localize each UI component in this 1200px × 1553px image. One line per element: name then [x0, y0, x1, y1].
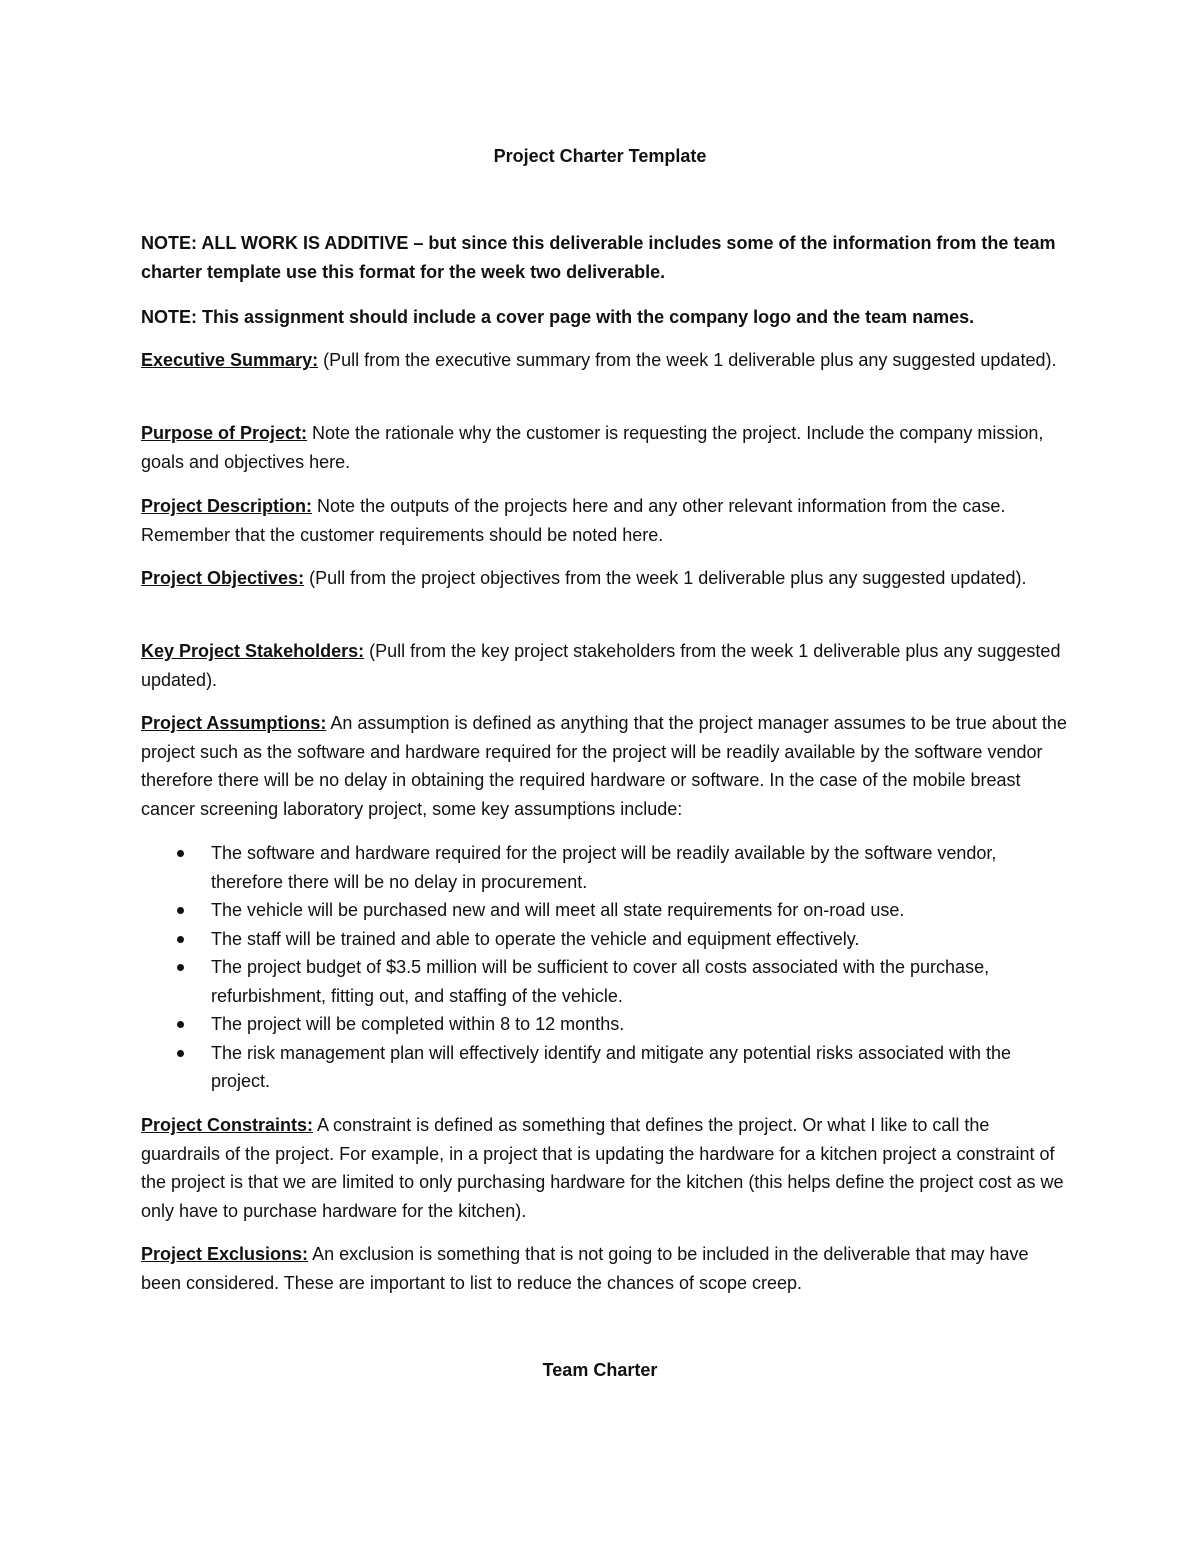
bullet-icon	[177, 850, 184, 857]
section-assumptions	[141, 709, 1071, 823]
section-purpose	[141, 419, 1071, 476]
list-item: The project will be completed within 8 to 12 months.	[141, 1010, 1071, 1039]
section-exclusions	[141, 1240, 1071, 1297]
section-body: An exclusion is something that is not going to be included in the deliverable that may have been considered. These are important to list to reduce the chances of scope creep.	[141, 1244, 1029, 1293]
list-item: The software and hardware required for the project will be readily available by the software vendor, therefore there will be no delay in procurement.	[141, 839, 1071, 896]
section-heading: Executive Summary:	[141, 350, 319, 370]
assumptions-list	[141, 839, 1071, 1096]
section-body: (Pull from the executive summary from the week 1 deliverable plus any suggested updated).	[318, 350, 1057, 370]
section-constraints	[141, 1111, 1071, 1225]
section-heading: Project Assumptions:	[141, 713, 327, 733]
section-body: (Pull from the project objectives from the week 1 deliverable plus any suggested updated).	[304, 568, 1027, 588]
section-body: A constraint is defined as something that defines the project. Or what I like to call the guardrails of the project. For example, in a project that is updating the hardware for a kitchen project a constraint of the project is that we are limited to only purchasing hardware for the kitchen (this helps define the project cost as we only have to purchase hardware for the kitchen).	[141, 1115, 1064, 1221]
section-heading: Project Description:	[141, 496, 313, 516]
section-heading: Project Exclusions:	[141, 1244, 309, 1264]
section-heading: Project Objectives:	[141, 568, 305, 588]
list-item: The project budget of $3.5 million will be sufficient to cover all costs associated with the purchase, refurbishment, fitting out, and staffing of the vehicle.	[141, 953, 1071, 1010]
bullet-icon	[177, 907, 184, 914]
list-item: The staff will be trained and able to operate the vehicle and equipment effectively.	[141, 925, 1071, 954]
bullet-icon	[177, 964, 184, 971]
section-description	[141, 492, 1071, 549]
bullet-icon	[177, 1021, 184, 1028]
section-heading: Purpose of Project:	[141, 423, 308, 443]
section-heading: Project Constraints:	[141, 1115, 314, 1135]
section-body: (Pull from the key project stakeholders from the week 1 deliverable plus any suggested updated).	[141, 641, 1061, 690]
section-objectives	[141, 564, 1071, 593]
section-body: Note the rationale why the customer is requesting the project. Include the company mission, goals and objectives here.	[141, 423, 1044, 472]
bullet-icon	[177, 1050, 184, 1057]
document-title: Project Charter Template	[493, 146, 707, 166]
bullet-icon	[177, 936, 184, 943]
section-body: Note the outputs of the projects here and any other relevant information from the case. Remember that the customer requirements should be noted here.	[141, 496, 1006, 545]
section-stakeholders	[141, 637, 1071, 694]
section-executive-summary	[141, 346, 1071, 375]
note-additive: NOTE: ALL WORK IS ADDITIVE – but since this deliverable includes some of the information from the team charter template use this format for the week two deliverable.	[141, 233, 1056, 282]
team-charter-title: Team Charter	[542, 1360, 658, 1380]
list-item: The vehicle will be purchased new and will meet all state requirements for on-road use.	[141, 896, 1071, 925]
section-heading: Key Project Stakeholders:	[141, 641, 365, 661]
note-cover-page: NOTE: This assignment should include a cover page with the company logo and the team names.	[141, 307, 975, 327]
section-body: An assumption is defined as anything that the project manager assumes to be true about the project such as the software and hardware required for the project will be readily available by the software vendor therefore there will be no delay in obtaining the required hardware or software. In the case of the mobile breast cancer screening laboratory project, some key assumptions include:	[141, 713, 1067, 819]
list-item: The risk management plan will effectively identify and mitigate any potential risks associated with the project.	[141, 1039, 1071, 1096]
